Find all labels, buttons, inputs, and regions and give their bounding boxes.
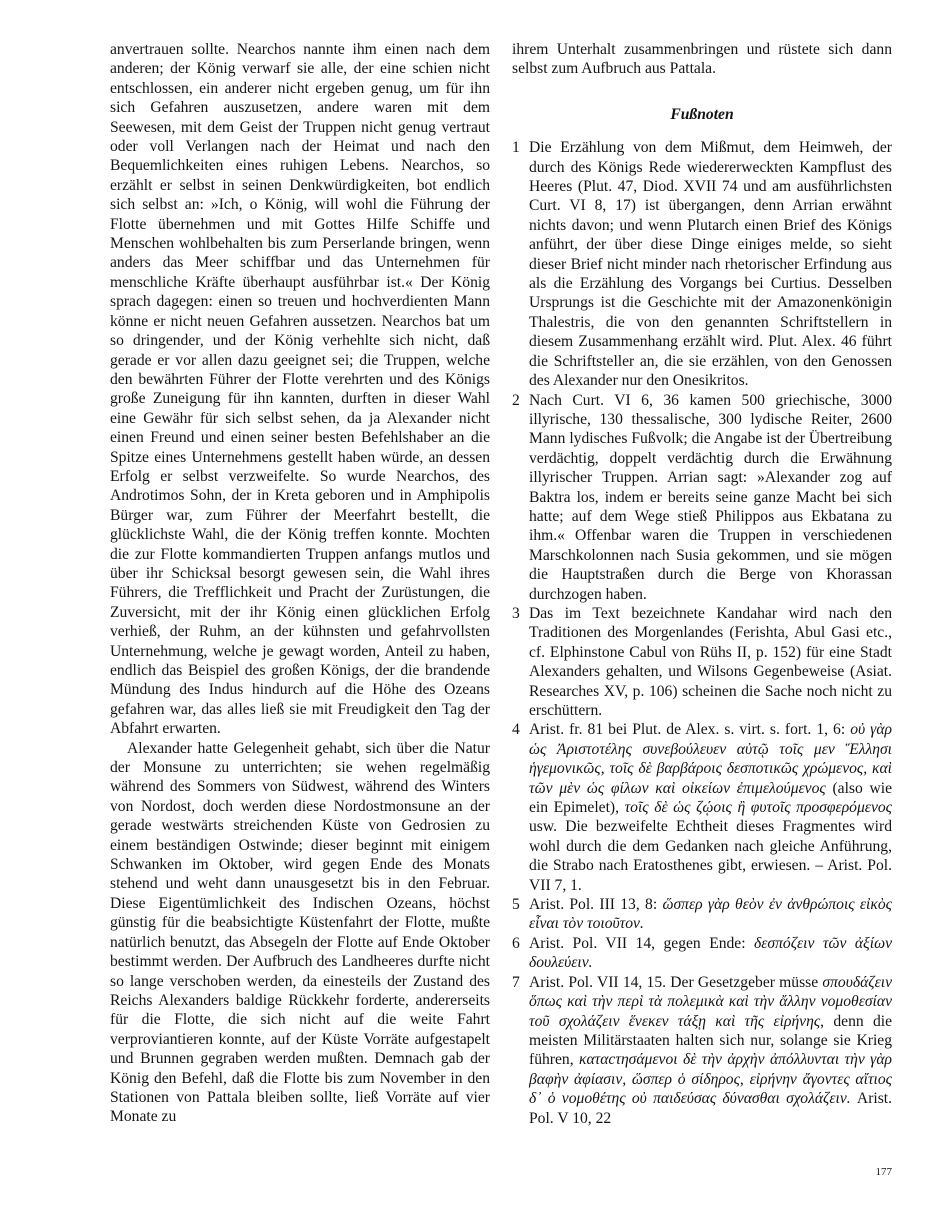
footnote-5 xyxy=(512,895,892,934)
footnote-greek-quote: οὐ γὰρ ὡς Ἀριστοτέλης συνεβούλευεν αὐτῷ τοῖς μεν Ἕλλησι ἡγεμονικῶς, τοῖς δὲ βαρβάροις δεσποτικῶς χρώμενος, καὶ τῶν μὲν ὡς φίλων καὶ οἰκείων ἐπιμελούμενος xyxy=(529,721,892,797)
footnote-text: Arist. Pol. VII 14, gegen Ende: xyxy=(529,934,755,952)
footnote-greek-quote: τοῖς δὲ ὡς ζῴοις ἢ φυτοῖς προσφερόμενος xyxy=(624,799,892,817)
footnote-6 xyxy=(512,934,892,973)
main-text-paragraph: ihrem Unterhalt zusammenbringen und rüstete sich dann selbst zum Aufbruch aus Pattala. xyxy=(512,41,892,78)
footnote-7 xyxy=(512,973,892,1128)
footnote-greek-quote: σπουδάζειν ὅπως καὶ τὴν περὶ τὰ πολεμικὰ καὶ τὴν ἄλλην νομοθεσίαν τοῦ σχολάζειν ἕνεκεν τάξῃ καὶ τῆς εἰρήνης xyxy=(529,973,892,1030)
footnote-4 xyxy=(512,720,892,895)
footnote-3 xyxy=(512,604,892,720)
footnote-text: , denn die meisten Militärstaaten halten sich nur, solange sie Krieg führen, xyxy=(529,1012,892,1069)
left-column xyxy=(110,40,490,1170)
footnote-greek-quote: καταcτησάμενοι δὲ τὴν ἀρχὴν ἀπόλλυνται τὴν γὰρ βαφὴν ἀφίασιν, ὥσπερ ὁ σίδηρος, εἰρήνην ἄγοντες αἴτιος δ᾽ ὁ νομοθέτης οὐ παιδεύσας δύνασθαι σχολάζειν. xyxy=(529,1051,892,1108)
footnote-text: Nach Curt. VI 6, 36 kamen 500 griechische, 3000 illyrische, 130 thessalische, 300 lydische Reiter, 2600 Mann lydisches Fußvolk; die Angabe ist der Übertreibung verdächtig, doppelt verdächtig durch die Erwähnung illyrischer Truppen. Arrian sagt: »Alexander zog auf Baktra los, indem er bereits seine ganze Macht bei sich hatte; auf dem Wege stieß Philippos aus Ekbatana zu ihm.« Offenbar waren die Truppen in verschiedenen Marschkolonnen nach Susia gekommen, und sie mögen die Hauptstraßen durch die Berge von Khorassan durchzogen haben. xyxy=(529,391,892,603)
footnote-greek-quote: ὥσπερ γὰρ θεὸν ἐν ἀνθρώποις εἰκὸς εἶναι τὸν τοιοῦτον. xyxy=(529,896,892,933)
footnote-number: 1 xyxy=(512,139,520,157)
main-text-paragraph: Alexander hatte Gelegenheit gehabt, sich über die Natur der Monsune zu unterrichten; sie wehen regelmäßig während des Sommers von Südwest, während des Winters von Nordost, doch werden diese Nordostmonsune an der gerade westwärts streichenden Küste von Gedrosien zu einem beständigen Ostwinde; dieser beginnt mit einigem Schwanken im Oktober, wird gegen Ende des Monats stehend und weht dann unausgesetzt bis in den Februar. Diese Eigentümlichkeit des Indischen Ozeans, höchst günstig für die beabsichtigte Küstenfahrt der Flotte, mußte natürlich benutzt, das Absegeln der Flotte auf Ende Oktober bestimmt werden. Der Aufbruch des Landheeres durfte nicht so lange verschoben werden, da einesteils der Zustand des Reichs Alexanders baldige Rückkehr forderte, andererseits für die Flotte, die sich nicht auf die weite Fahrt verproviantieren konnte, auf der Küste Vorräte aufgestapelt und Brunnen gegraben werden mußten. Demnach gab der König den Befehl, daß die Flotte bis zum November in den Stationen von Pattala bleiben sollte, ließ Vorräte auf vier Monate zu xyxy=(110,739,490,1126)
footnote-number: 7 xyxy=(512,973,520,991)
footnote-number: 3 xyxy=(512,604,520,622)
footnote-number: 5 xyxy=(512,896,520,914)
footnote-greek-quote: δεσπόζειν τῶν ἀξίων δουλεύειν. xyxy=(529,934,892,972)
footnote-text: Arist. Pol. V 10, 22 xyxy=(529,1090,892,1127)
page-number: 177 xyxy=(875,1166,892,1178)
footnote-text: Die Erzählung von dem Mißmut, dem Heimweh, der durch des Königs Rede wiedererweckten Kampflust des Heeres (Plut. 47, Diod. XVII 74 und am ausführlichsten Curt. VI 8, 17) ist übergangen, denn Arrian erwähnt nichts davon; und wenn Plutarch einen Brief des Königs anführt, der über diese Dinge einiges melde, so sieht dieser Brief nicht minder nach rhetorischer Erfindung aus als die Erzählung des Vorgangs bei Curtius. Desselben Ursprungs ist die Geschichte mit der Amazonenkönigin Thalestris, die von den genannten Schriftstellern in diesem Zusammenhang erzählt wird. Plut. Alex. 46 führt die Schriftsteller an, die sie erzählen, von den Genossen des Alexander nur den Onesikritos. xyxy=(529,139,892,390)
footnote-2 xyxy=(512,391,892,604)
footnote-number: 2 xyxy=(512,391,520,409)
footnote-text: Arist. Pol. VII 14, 15. Der Gesetzgeber müsse xyxy=(529,973,823,991)
footnote-text: Das im Text bezeichnete Kandahar wird nach den Traditionen des Morgenlandes (Ferishta, Abul Gasi etc., cf. Elphinstone Cabul von Rühs II, p. 152) für eine Stadt Alexanders gehalten, und Wilsons Gegenbeweise (Asiat. Researches XV, p. 106) scheinen die Sache noch nicht zu erschüttern. xyxy=(529,604,892,719)
footnote-number: 4 xyxy=(512,721,520,739)
footnote-number: 6 xyxy=(512,934,520,952)
footnote-text: Arist. fr. 81 bei Plut. de Alex. s. virt. s. fort. 1, 6: xyxy=(529,721,851,739)
footnote-text: Arist. Pol. III 13, 8: xyxy=(529,896,663,914)
footnotes-list xyxy=(512,138,892,1128)
footnotes-heading: Fußnoten xyxy=(670,105,734,123)
footnote-1 xyxy=(512,138,892,390)
main-text-paragraph: anvertrauen sollte. Nearchos nannte ihm einen nach dem anderen; der König verwarf sie alle, der eine schien nicht entschlossen, ein anderer nicht ergeben genug, um für ihn sich Gefahren auszusetzen, andere waren mit dem Seewesen, mit dem Geist der Truppen nicht genug vertraut oder voll Verlangen nach der Heimat und nach den Bequemlichkeiten eines ruhigen Lebens. Nearchos, so erzählt er selbst in seinen Denkwürdigkeiten, bot endlich sich selbst an: »Ich, o König, will wohl die Führung der Flotte übernehmen und mit Gottes Hilfe Schiffe und Menschen wohlbehalten bis zum Perserlande bringen, wenn anders das Meer schiffbar und das Unternehmen für menschliche Kräfte überhaupt ausführbar ist.« Der König sprach dagegen: einen so treuen und hochverdienten Mann könne er nicht neuen Gefahren aussetzen. Nearchos bat um so dringender, und der König verhehlte sich nicht, daß gerade er vor allen dazu geeignet sei; die Truppen, welche den bewährten Führer der Flotte verehrten und des Königs große Zuneigung für ihn kannten, durften in dieser Wahl eine Gewähr für sich selbst sehen, da ja Alexander nicht einen Freund und einen seiner besten Befehlshaber an die Spitze eines Unternehmens gestellt haben würde, an dessen Erfolg er selbst verzweifelte. So wurde Nearchos, des Androtimos Sohn, der in Kreta geboren und in Amphipolis Bürger war, zum Führer der Meerfahrt bestellt, die glücklichste Wahl, die der König treffen konnte. Mochten die zur Flotte kommandierten Truppen anfangs mutlos und über ihr Schicksal besorgt gewesen sein, die Wahl ihres Führers, die Trefflichkeit und Pracht der Zurüstungen, die Zuversicht, mit der ihr König einen glücklichen Erfolg verhieß, der Ruhm, an der kühnsten und gefahrvollsten Unternehmung, welche je gewagt worden, Anteil zu haben, endlich das Beispiel des großen Königs, der die brandende Mündung des Indus hindurch auf die Höhe des Ozeans gefahren war, das alles ließ sie mit Freudigkeit den Tag der Abfahrt erwarten. xyxy=(110,41,490,738)
right-column xyxy=(512,40,892,1170)
footnote-text: (also wie ein Epimelet), xyxy=(529,779,892,817)
footnote-text: usw. Die bezweifelte Echtheit dieses Fragmentes wird wohl durch die dem Gedanken nach gleiche Anführung, die Strabo nach Eratosthenes gibt, erwiesen. – Arist. Pol. VII 7, 1. xyxy=(529,818,892,894)
